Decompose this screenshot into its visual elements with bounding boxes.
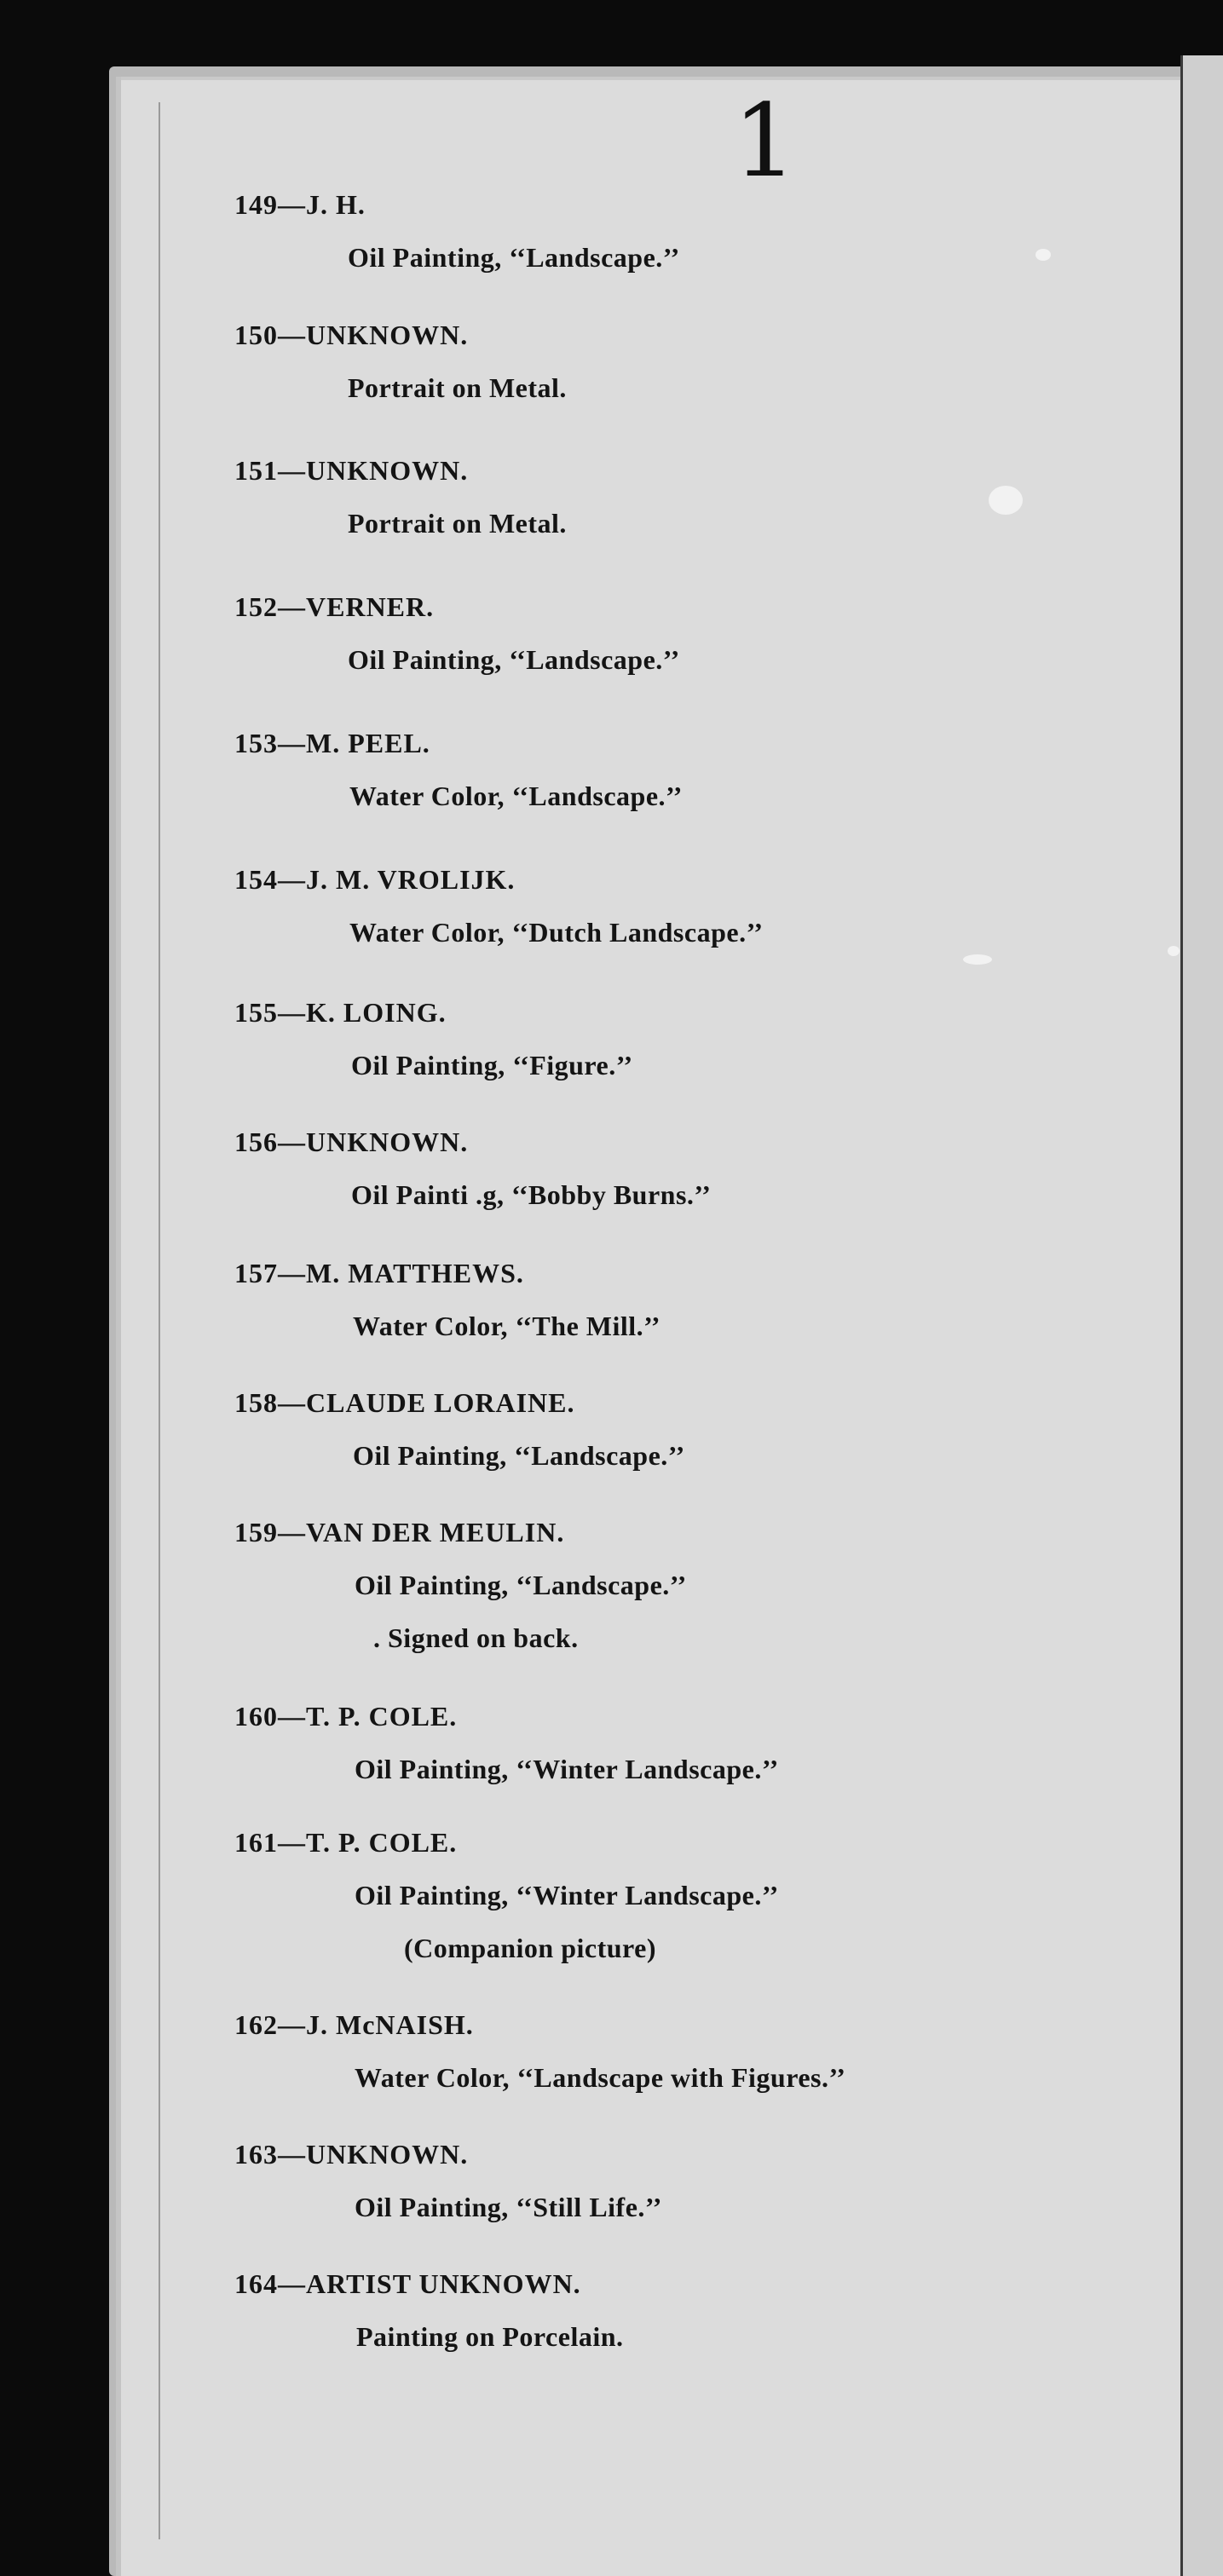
entry-artist: 149—J. H.: [234, 189, 366, 220]
entry-work: Oil Painting, ‘‘Still Life.’’: [355, 2192, 662, 2222]
entry-work: Water Color, ‘‘Landscape.’’: [349, 781, 683, 811]
entry-work: Water Color, ‘‘Dutch Landscape.’’: [349, 917, 764, 948]
entry-note: . Signed on back.: [373, 1622, 579, 1653]
handwritten-page-number: 1: [733, 82, 839, 199]
entry-artist: 164—ARTIST UNKNOWN.: [234, 2268, 581, 2299]
scan-speck: [1168, 946, 1180, 956]
entry-work: Water Color, ‘‘Landscape with Figures.’’: [355, 2062, 846, 2093]
entry-artist: 154—J. M. VROLIJK.: [234, 864, 516, 895]
page-fold-line: [159, 102, 160, 2539]
scan-speck: [1036, 249, 1051, 261]
scan-speck: [963, 954, 992, 965]
entry-work: Oil Painting, ‘‘Landscape.’’: [348, 242, 680, 273]
entry-work: Oil Painting, ‘‘Winter Landscape.’’: [355, 1880, 779, 1910]
entry-work: Oil Painting, ‘‘Landscape.’’: [355, 1570, 687, 1600]
entry-artist: 160—T. P. COLE.: [234, 1701, 458, 1732]
entry-note: (Companion picture): [404, 1933, 657, 1963]
entry-artist: 152—VERNER.: [234, 591, 435, 622]
entry-artist: 150—UNKNOWN.: [234, 320, 469, 350]
entry-artist: 162—J. McNAISH.: [234, 2009, 474, 2040]
facing-page-edge: [1180, 55, 1223, 2576]
entry-work: Oil Painting, ‘‘Landscape.’’: [353, 1440, 685, 1471]
entry-work: Oil Painting, ‘‘Figure.’’: [351, 1050, 633, 1081]
entry-work: Oil Painting, ‘‘Landscape.’’: [348, 644, 680, 675]
entry-work: Oil Painti .g, ‘‘Bobby Burns.’’: [351, 1179, 712, 1210]
entry-artist: 161—T. P. COLE.: [234, 1827, 458, 1858]
entry-work: Oil Painting, ‘‘Winter Landscape.’’: [355, 1754, 779, 1784]
entry-work: Painting on Porcelain.: [356, 2321, 624, 2352]
scan-speck: [989, 486, 1023, 515]
entry-work: Water Color, ‘‘The Mill.’’: [353, 1311, 661, 1341]
entry-artist: 157—M. MATTHEWS.: [234, 1258, 524, 1288]
entry-work: Portrait on Metal.: [348, 508, 567, 539]
entry-artist: 155—K. LOING.: [234, 997, 447, 1028]
entry-artist: 156—UNKNOWN.: [234, 1127, 469, 1157]
entry-work: Portrait on Metal.: [348, 372, 567, 403]
entry-artist: 151—UNKNOWN.: [234, 455, 469, 486]
entry-artist: 153—M. PEEL.: [234, 728, 430, 758]
entry-artist: 163—UNKNOWN.: [234, 2139, 469, 2170]
entry-artist: 158—CLAUDE LORAINE.: [234, 1387, 575, 1418]
entry-artist: 159—VAN DER MEULIN.: [234, 1517, 565, 1547]
